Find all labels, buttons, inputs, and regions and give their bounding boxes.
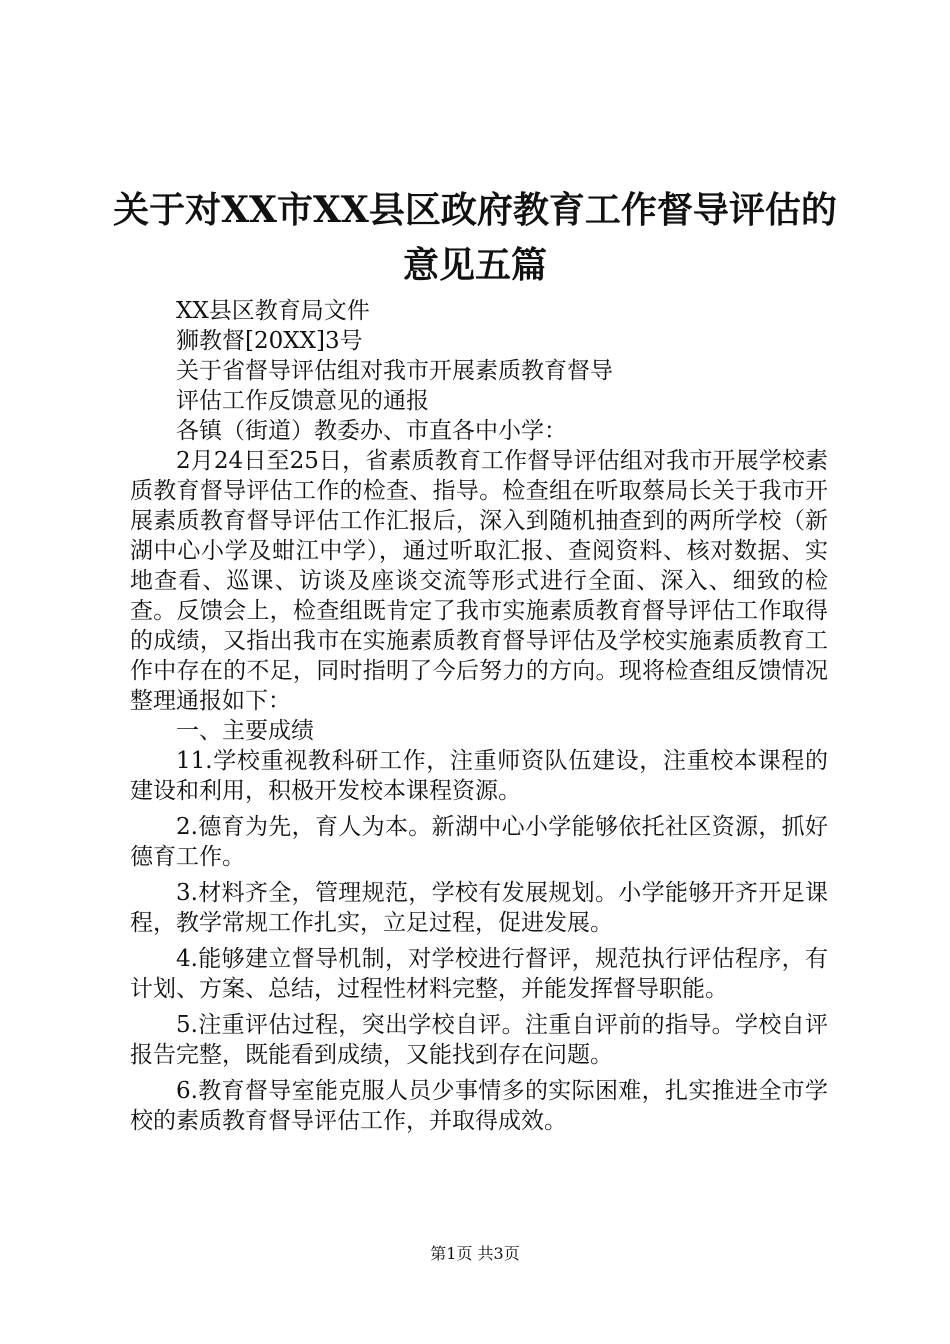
paragraph-issuer: XX县区教育局文件 [176, 298, 370, 324]
document-title-line-2: 意见五篇 [402, 244, 547, 286]
document-title-line-1: 关于对XX市XX县区政府教育工作督导评估的 [113, 189, 837, 231]
list-item: 6.教育督导室能克服人员少事情多的实际困难，扎实推进全市学校的素质教育督导评估工作，并取得成效。 [130, 1078, 828, 1134]
list-item: 11.学校重视教科研工作，注重师资队伍建设，注重校本课程的建设和利用，积极开发校本课程资源。 [130, 748, 828, 804]
paragraph-recipients: 各镇（街道）教委办、市直各中小学： [176, 418, 567, 444]
page-footer: 第1页 共3页 [430, 1244, 520, 1263]
paragraph-main: 2月24日至25日，省素质教育工作督导评估组对我市开展学校素质教育督导评估工作的检查、指导。检查组在听取蔡局长关于我市开展素质教育督导评估工作汇报后，深入到随机抽查到的两所学校（新湖中心小学及蚶江中学），通过听取汇报、查阅资料、核对数据、实地查看、巡课、访谈及座谈交流等形式进行全面、深入、细致的检查。反馈会上，检查组既肯定了我市实施素质教育督导评估工作取得的成绩，又指出我市在实施素质教育督导评估及学校实施素质教育工作中存在的不足，同时指明了今后努力的方向。现将检查组反馈情况整理通报如下： [130, 448, 828, 714]
list-item: 2.德育为先，育人为本。新湖中心小学能够依托社区资源，抓好德育工作。 [130, 814, 828, 870]
section-heading: 一、主要成绩 [176, 718, 314, 744]
list-item: 5.注重评估过程，突出学校自评。注重自评前的指导。学校自评报告完整，既能看到成绩，又能找到存在问题。 [130, 1012, 828, 1068]
paragraph-subject-line-2: 评估工作反馈意见的通报 [176, 388, 429, 414]
list-item: 4.能够建立督导机制，对学校进行督评，规范执行评估程序，有计划、方案、总结，过程性材料完整，并能发挥督导职能。 [130, 946, 828, 1002]
list-item: 3.材料齐全，管理规范，学校有发展规划。小学能够开齐开足课程，教学常规工作扎实，立足过程，促进发展。 [130, 880, 828, 936]
document-body [130, 296, 828, 1136]
paragraph-doc-number: 狮教督[20XX]3号 [176, 328, 363, 354]
paragraph-subject-line-1: 关于省督导评估组对我市开展素质教育督导 [176, 358, 613, 384]
